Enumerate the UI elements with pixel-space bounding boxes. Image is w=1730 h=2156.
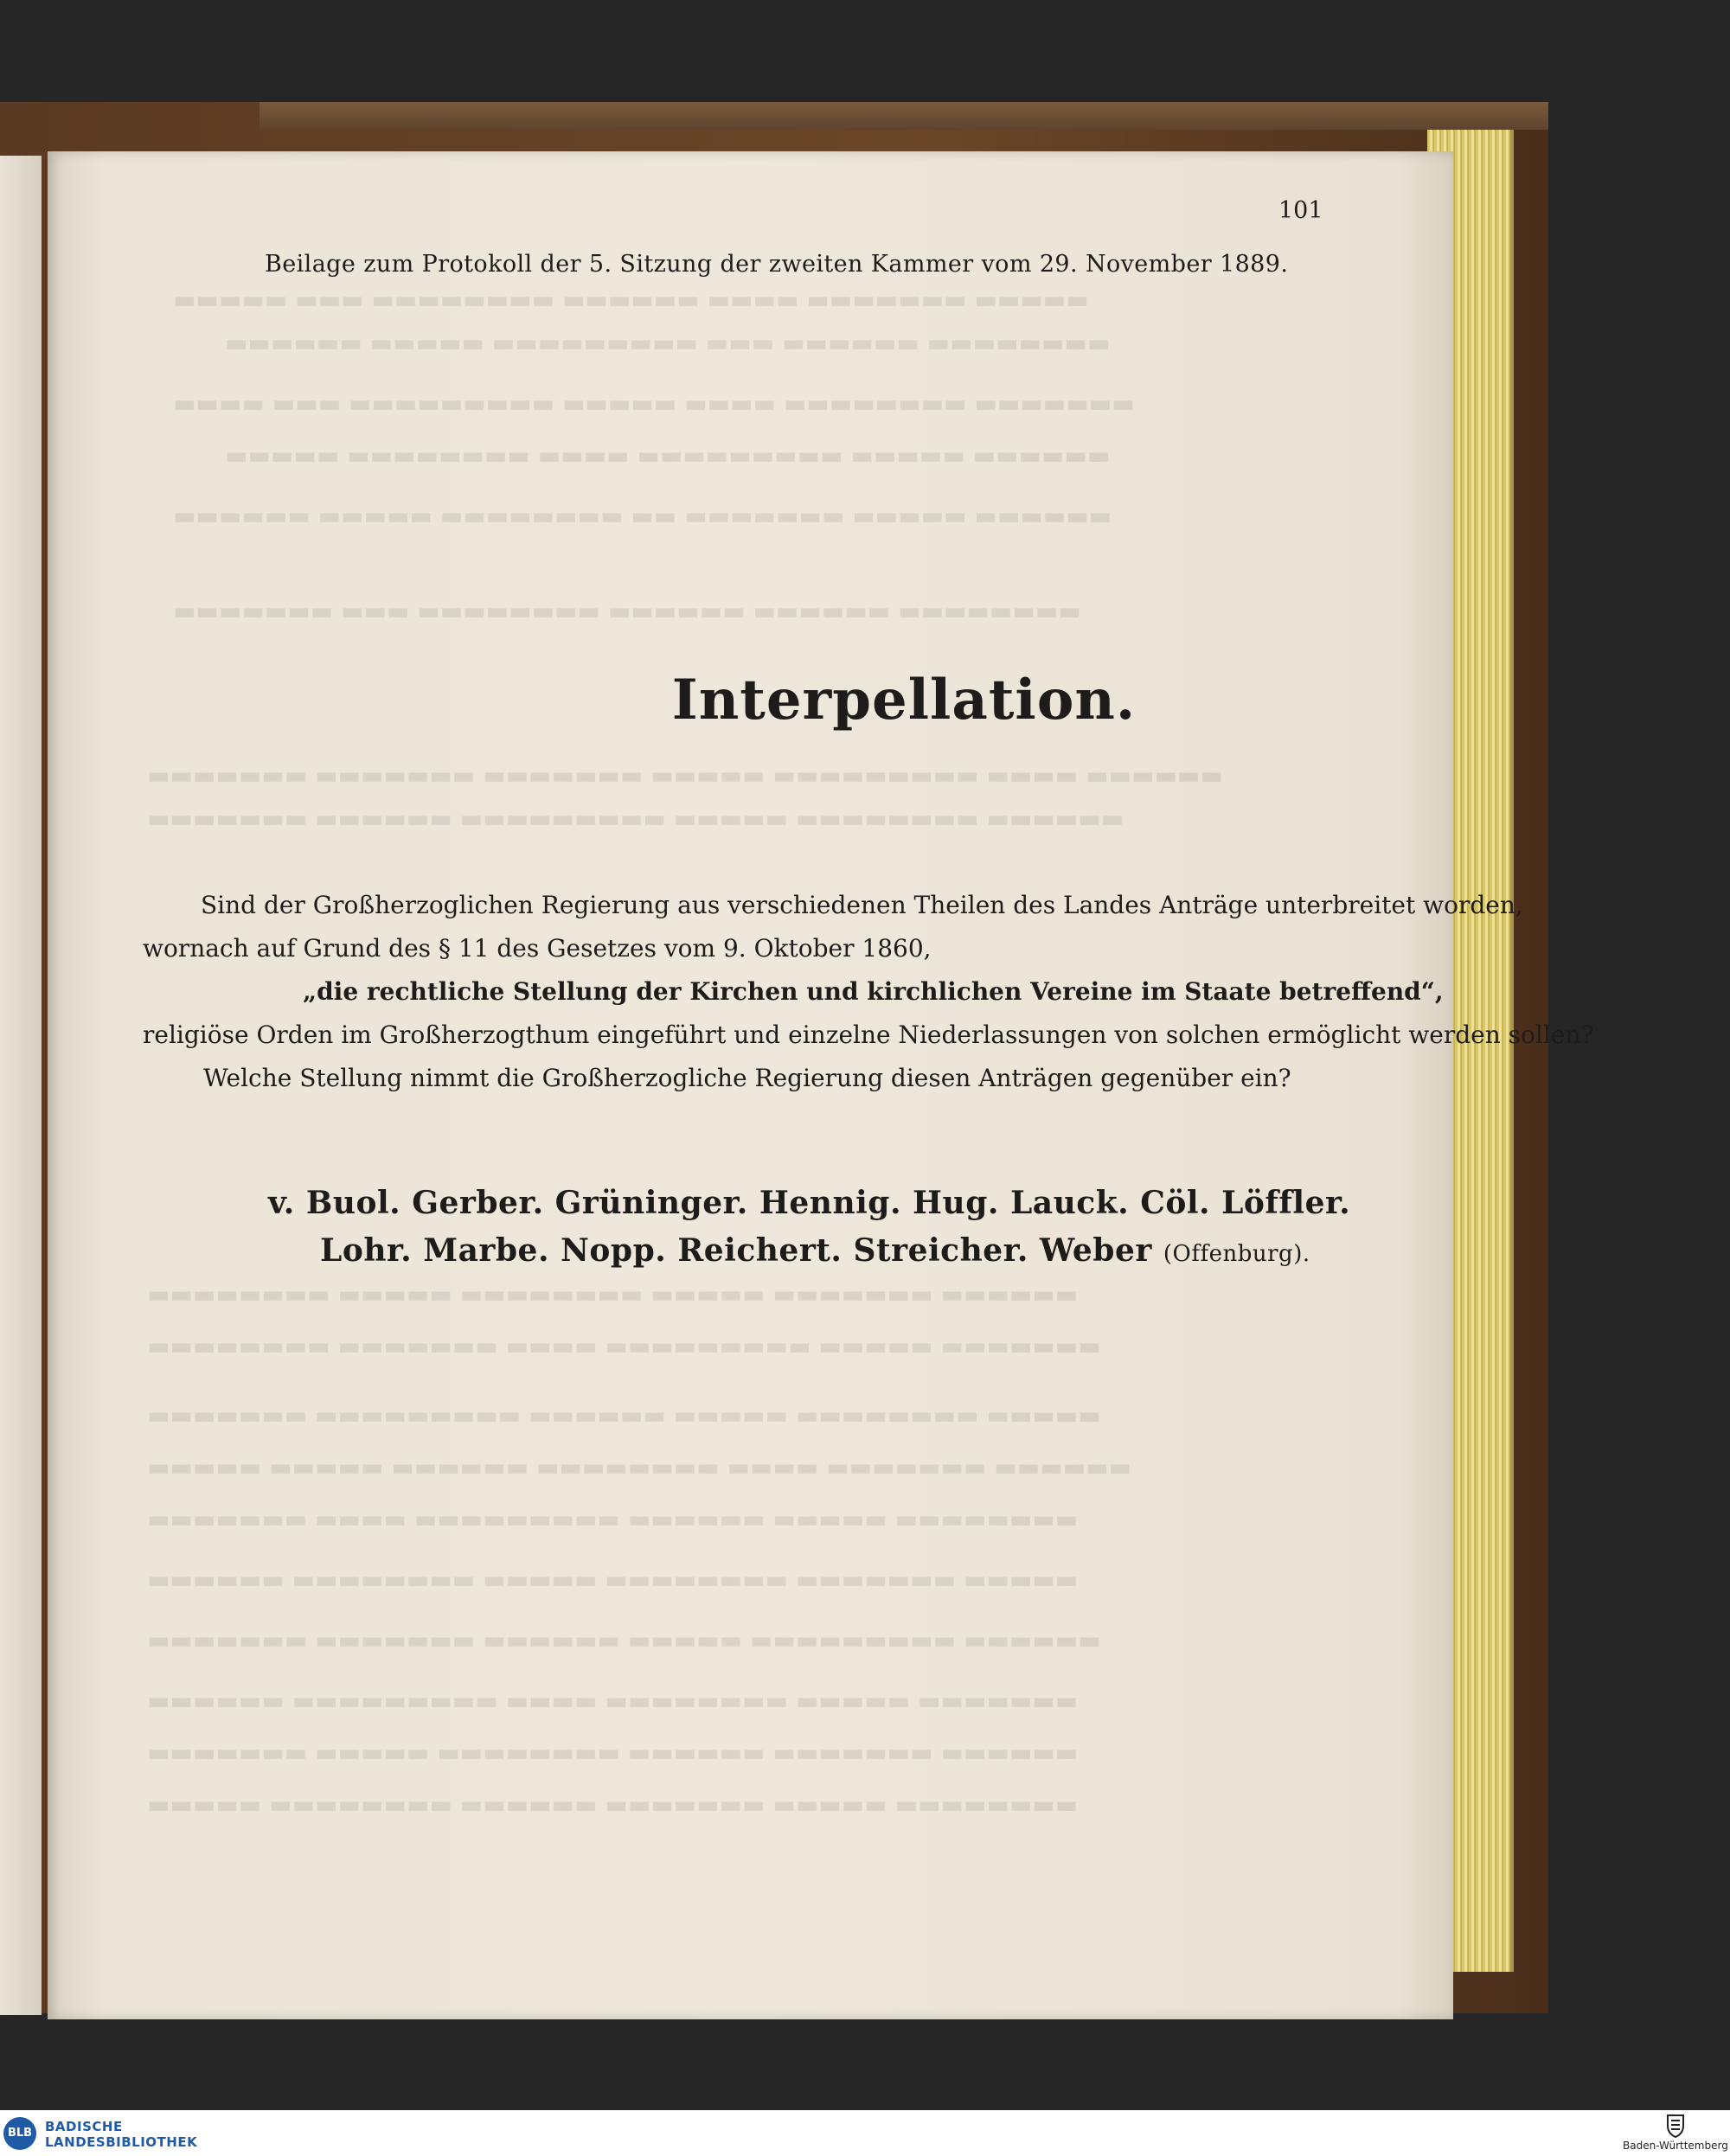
bleed-through: ▬▬▬▬▬▬▬▬ ▬▬▬▬▬ ▬▬▬▬▬▬▬ ▬▬▬▬▬▬ ▬▬▬▬▬▬▬▬ ▬▬▬▬▬ <box>147 1790 1079 1819</box>
state-label: Baden-Württemberg <box>1623 2140 1728 2152</box>
library-name: BADISCHE <box>45 2119 123 2134</box>
bleed-through: ▬▬▬▬▬▬▬▬ ▬▬▬▬▬ ▬▬▬▬▬▬ ▬▬▬▬▬▬▬▬▬ ▬▬▬▬ ▬▬▬▬▬▬▬ <box>147 1505 1079 1533</box>
bleed-through: ▬▬▬▬▬▬▬ ▬▬▬▬▬ ▬▬▬▬▬▬▬▬ ▬▬▬▬ ▬▬▬▬▬▬▬▬▬ ▬▬▬▬▬▬ <box>147 1686 1079 1715</box>
signatories-line: v. Buol. Gerber. Grüninger. Hennig. Hug. Lauck. Cöl. Löffler. <box>268 1185 1351 1221</box>
bleed-through: ▬▬▬▬▬▬▬▬ ▬▬▬▬▬▬ ▬▬▬ ▬▬▬▬▬▬▬▬▬ ▬▬▬▬▬ ▬▬▬▬▬▬ <box>225 329 1111 357</box>
bleed-through: ▬▬▬▬▬ ▬▬▬▬▬▬▬▬ ▬▬▬▬▬ ▬▬▬▬▬▬ ▬▬▬▬▬▬▬▬▬ ▬▬▬▬▬▬▬ <box>147 1401 1101 1430</box>
bleed-through: ▬▬▬▬▬▬ ▬▬▬▬▬ ▬▬▬▬▬▬▬ ▬▬ ▬▬▬▬▬▬▬▬ ▬▬▬▬▬ ▬▬▬▬▬▬ <box>173 502 1112 530</box>
bleed-through: ▬▬▬▬▬ ▬▬▬▬▬▬▬ ▬▬▬▬ ▬▬▬▬▬▬ ▬▬▬▬▬▬▬▬ ▬▬▬ ▬▬▬▬▬ <box>173 285 1089 314</box>
bleed-through: ▬▬▬▬▬▬▬ ▬▬▬▬▬▬▬▬ ▬▬▬▬ ▬▬▬▬▬ ▬▬▬▬▬▬▬▬▬ ▬▬▬ ▬▬▬▬ <box>173 389 1135 418</box>
library-footer <box>0 2110 1730 2156</box>
page-number: 101 <box>1278 197 1323 224</box>
quoted-law-title: „die rechtliche Stellung der Kirchen und kirchlichen Vereine im Staate betreffend“, <box>303 977 1444 1006</box>
signatory-note: (Offenburg). <box>1163 1241 1310 1267</box>
baden-wuerttemberg-emblem-icon <box>1665 2114 1686 2138</box>
bleed-through: ▬▬▬▬▬▬ ▬▬▬▬▬ ▬▬▬▬▬▬▬▬▬ ▬▬▬▬ ▬▬▬▬▬▬▬▬ ▬▬▬▬▬ <box>225 441 1111 470</box>
bleed-through: ▬▬▬▬▬▬ ▬▬▬▬▬▬▬▬▬ ▬▬▬▬▬ ▬▬▬▬▬▬ ▬▬▬▬▬▬▬ ▬▬▬▬▬▬▬ <box>147 1626 1101 1654</box>
library-name: LANDESBIBLIOTHEK <box>45 2134 198 2150</box>
body-line: religiöse Orden im Großherzogthum eingeführt und einzelne Niederlassungen von solchen ermöglicht werden sollen? <box>143 1020 1594 1049</box>
previous-page-edge <box>0 156 42 2015</box>
bleed-through: ▬▬▬▬▬▬ ▬▬▬▬ ▬▬▬▬▬▬▬▬▬ ▬▬▬▬▬ ▬▬▬▬▬▬▬ ▬▬▬▬▬▬▬ ▬▬▬▬▬▬▬ <box>147 761 1223 790</box>
signatories-line <box>320 1232 1310 1269</box>
supplement-heading: Beilage zum Protokoll der 5. Sitzung der zweiten Kammer vom 29. November 1889. <box>265 251 1289 278</box>
document-title: Interpellation. <box>671 668 1137 733</box>
signatories-names: Lohr. Marbe. Nopp. Reichert. Streicher. Weber <box>320 1232 1152 1269</box>
blb-logo: BLB <box>3 2117 36 2150</box>
bleed-through: ▬▬▬▬▬▬ ▬▬▬▬▬▬▬ ▬▬▬▬▬▬ ▬▬▬▬▬▬▬▬ ▬▬▬▬▬ ▬▬▬▬▬▬▬ <box>147 1738 1079 1767</box>
bleed-through: ▬▬▬▬▬ ▬▬▬▬▬▬▬ ▬▬▬▬▬▬▬▬ ▬▬▬▬▬ ▬▬▬▬▬▬▬▬ ▬▬▬▬▬▬ <box>147 1565 1079 1594</box>
body-line: Welche Stellung nimmt die Großherzogliche Regierung diesen Anträgen gegenüber ein? <box>203 1064 1291 1092</box>
bleed-through: ▬▬▬▬▬▬ ▬▬▬▬▬▬▬▬ ▬▬▬▬▬ ▬▬▬▬▬▬▬▬▬ ▬▬▬▬▬▬ ▬▬▬▬▬▬▬ <box>147 804 1124 833</box>
body-line: Sind der Großherzoglichen Regierung aus verschiedenen Theilen des Landes Anträge unterbreitet worden, <box>201 891 1523 919</box>
cover-top-edge <box>260 102 1548 130</box>
bleed-through: ▬▬▬▬▬▬ ▬▬▬▬▬▬▬ ▬▬▬▬ ▬▬▬▬▬▬▬▬ ▬▬▬▬▬▬ ▬▬▬▬▬ ▬▬▬▬▬ <box>147 1453 1132 1481</box>
bleed-through: ▬▬▬▬▬▬▬▬ ▬▬▬▬▬▬ ▬▬▬▬▬▬ ▬▬▬▬▬▬▬▬ ▬▬▬ ▬▬▬▬▬▬▬ <box>173 597 1081 625</box>
body-line: wornach auf Grund des § 11 des Gesetzes vom 9. Oktober 1860, <box>143 934 932 963</box>
bleed-through: ▬▬▬▬▬▬ ▬▬▬▬▬▬▬ ▬▬▬▬▬ ▬▬▬▬▬▬▬▬ ▬▬▬▬▬ ▬▬▬▬▬▬▬▬ <box>147 1280 1079 1308</box>
bleed-through: ▬▬▬▬▬▬▬ ▬▬▬▬▬ ▬▬▬▬▬▬▬▬▬ ▬▬▬▬ ▬▬▬▬▬▬▬ ▬▬▬▬▬▬▬▬ <box>147 1332 1101 1360</box>
